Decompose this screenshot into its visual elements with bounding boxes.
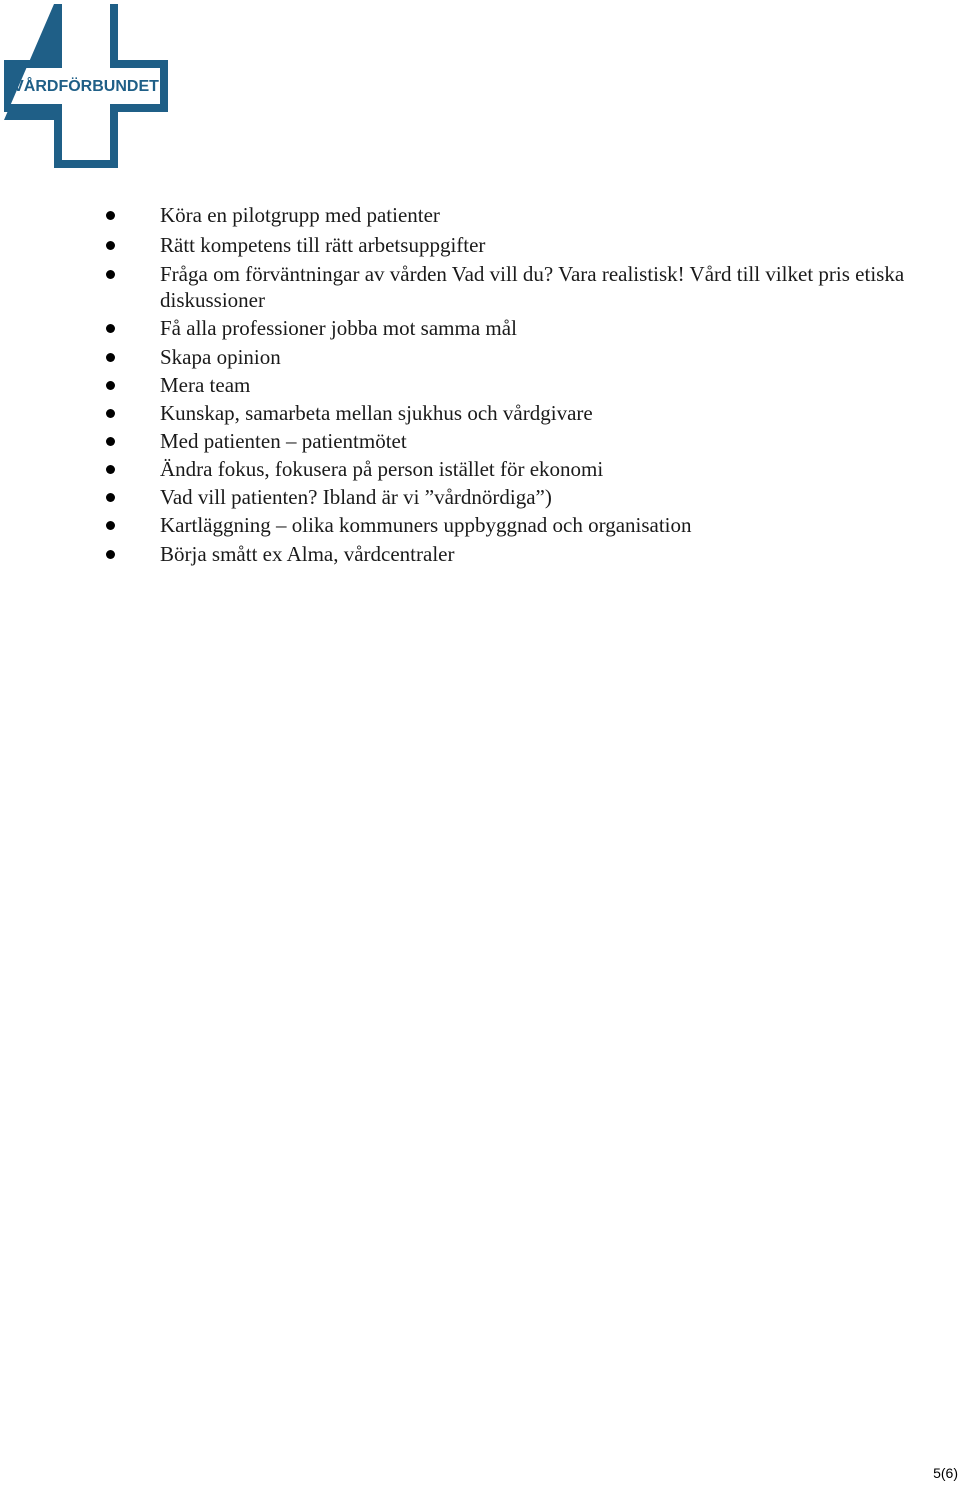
bullet-item [0,372,960,398]
bullet-item [0,400,960,426]
bullet-text: Fråga om förväntningar av vården Vad vill du? Vara realistisk! Vård till vilket pris etiska diskussioner [160,262,905,312]
bullet-dot-icon [106,409,115,418]
bullet-text: Få alla professioner jobba mot samma mål [160,316,517,340]
bullet-dot-icon [106,270,115,279]
bullet-text: Börja smått ex Alma, vårdcentraler [160,542,455,566]
bullet-text: Köra en pilotgrupp med patienter [160,203,440,227]
bullet-text: Ändra fokus, fokusera på person istället för ekonomi [160,457,604,481]
bullet-text: Kartläggning – olika kommuners uppbyggnad och organisation [160,513,692,537]
bullet-dot-icon [106,437,115,446]
logo-wordmark: VÅRDFÖRBUNDET [13,78,159,95]
bullet-dot-icon [106,521,115,530]
bullet-item [0,232,960,258]
bullet-text: Vad vill patienten? Ibland är vi ”vårdnördiga”) [160,485,552,509]
bullet-text: Mera team [160,373,251,397]
bullet-item [0,484,960,510]
bullet-item [0,261,960,313]
bullet-item [0,202,960,228]
bullet-dot-icon [106,241,115,250]
bullet-item [0,428,960,454]
bullet-dot-icon [106,465,115,474]
bullet-dot-icon [106,381,115,390]
bullet-text: Med patienten – patientmötet [160,429,407,453]
bullet-item [0,541,960,567]
bullet-item [0,512,960,538]
bullet-dot-icon [106,211,115,220]
bullet-item [0,315,960,341]
bullet-dot-icon [106,550,115,559]
bullet-text: Skapa opinion [160,345,281,369]
bullet-dot-icon [106,353,115,362]
bullet-text: Kunskap, samarbeta mellan sjukhus och vårdgivare [160,401,593,425]
bullet-dot-icon [106,493,115,502]
bullet-text: Rätt kompetens till rätt arbetsuppgifter [160,233,486,257]
page-number: 5(6) [933,1465,958,1481]
bullet-item [0,344,960,370]
bullet-dot-icon [106,324,115,333]
bullet-item [0,456,960,482]
vardforbundet-logo [4,4,168,168]
